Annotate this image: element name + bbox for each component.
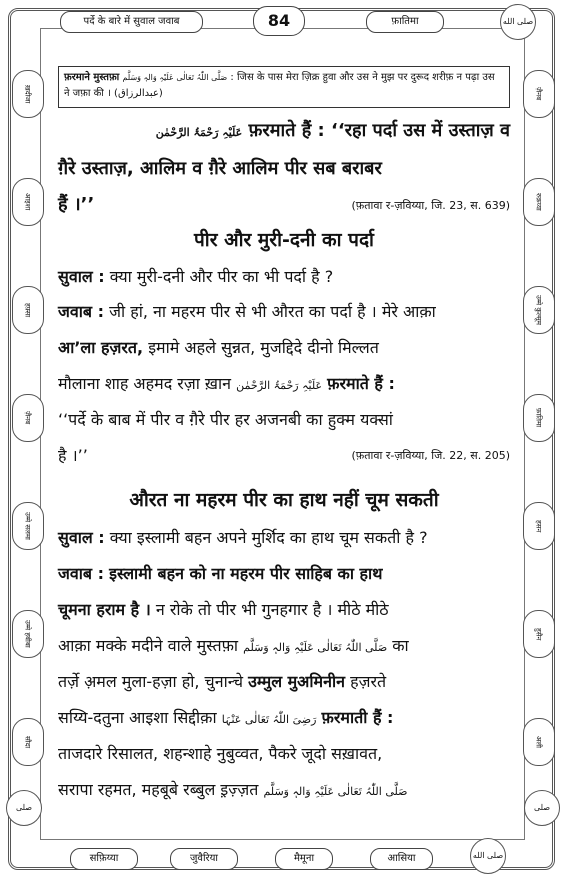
answer-text: है ।’’ <box>58 446 88 465</box>
body-line: ग़ैरे उस्ताज़, आलिम व ग़ैरे आलिम पीर सब बराबर <box>58 158 382 179</box>
answer-text: का <box>392 636 409 655</box>
answer-bold: इस्लामी बहन को ना महरम पीर साहिब का हाथ <box>109 564 383 583</box>
arabic-honorific: صَلَّى اللّٰہُ تَعَالٰی عَلَیْہِ وَالہٖ وَسَلَّم <box>263 785 408 798</box>
answer-text: तर्ज़े अ़मल मुला-हज़ा हो, चुनान्चे <box>58 672 243 691</box>
body-line: हैं ।’’ <box>58 194 95 215</box>
answer-text: मौलाना शाह अहमद रज़ा ख़ान <box>58 374 232 393</box>
hadith-arabic: صَلَّى اللّٰہُ تَعَالٰی عَلَیْہِ وَالہٖ وَسَلَّم <box>122 73 228 82</box>
side-medal: उम्मे हबीबा <box>12 610 44 658</box>
answer-bold: आ’ला हज़रत, <box>58 338 144 357</box>
hadith-label: फ़रमाने मुस्तफ़ा <box>64 72 120 83</box>
section-heading: पीर और मुरी-दनी का पर्दा <box>194 229 374 251</box>
side-medal: हसन <box>523 502 555 550</box>
arabic-honorific: صَلَّى اللّٰہُ تَعَالٰی عَلَیْہِ وَالہٖ وَسَلَّم <box>243 641 388 654</box>
side-medal: ज़ैनब <box>523 70 555 118</box>
answer-label: जवाब : <box>58 302 105 321</box>
corner-logo-left: صلى <box>6 790 42 826</box>
footer-tab: आसिया <box>370 848 433 870</box>
footer-tab: सफ़िय्या <box>70 848 138 870</box>
arabic-honorific: رَضِیَ اللّٰہُ تَعَالٰی عَنْہَا <box>221 713 317 726</box>
side-medal: उम्मे सलमा <box>12 502 44 550</box>
side-medal: हफ़्सा <box>12 286 44 334</box>
question-label: सुवाल : <box>58 528 105 547</box>
header-left-tab: पर्दे के बारे में सुवाल जवाब <box>60 11 203 33</box>
answer-text: आक़ा मक्के मदीने वाले मुस्तफ़ा <box>58 636 239 655</box>
side-medal: ख़दीजा <box>12 70 44 118</box>
answer-text: ‘‘पर्दे के बाब में पीर व ग़ैरे पीर हर अजनबी का हुक्म यक्सां <box>58 410 393 429</box>
reference: (फ़तावा र-ज़विय्या, जि. 22, स. 205) <box>351 449 510 462</box>
arabic-honorific: عَلَیْہِ رَحْمَۃُ الرَّحْمٰن <box>236 379 323 392</box>
header-right-tab: फ़ातिमा <box>366 11 444 33</box>
answer-label: जवाब : <box>58 564 105 583</box>
arabic-honorific: عَلَیْہِ رَحْمَۃُ الرَّحْمٰن <box>155 126 243 139</box>
body-line: फ़रमाते हैं : ‘‘रहा पर्दा उस में उस्ताज़ व <box>248 120 510 141</box>
answer-text: जी हां, ना महरम पीर से भी औरत का पर्दा है । मेरे आक़ा <box>109 302 436 321</box>
side-medal: ज़ैनब <box>12 394 44 442</box>
section-heading: औरत ना महरम पीर का हाथ नहीं चूम सकती <box>129 489 439 511</box>
answer-text: सय्यि-दतुना आइशा सिद्दीक़ा <box>58 708 217 727</box>
hadith-text-2: ने जफ़ा की । (عبدالرزاق) <box>64 88 163 99</box>
answer-bold: उम्मुल मुअमिनीन <box>248 672 346 691</box>
hadith-box <box>58 66 510 108</box>
answer-text: इमामे अहले सुन्नत, मुजद्दिदे दीनो मिल्लत <box>148 338 379 357</box>
side-medal: फ़ातिमा <box>523 394 555 442</box>
footer-tab: जुवैरिया <box>170 848 238 870</box>
answer-text: न रोके तो पीर भी गुनहगार है । मीठे मीठे <box>155 600 389 619</box>
answer-text: फ़रमाती हैं : <box>321 708 394 727</box>
question-text: क्या इस्लामी बहन अपने मुर्शिद का हाथ चूम सकती है ? <box>109 528 428 547</box>
answer-text: हज़रते <box>350 672 387 691</box>
answer-text: ताजदारे रिसालत, शहन्शाहे नुबुव्वत, पैकरे जूदो सख़ावत, <box>58 744 383 763</box>
header-logo: صلى الله <box>500 4 536 40</box>
question-text: क्या मुरी-दनी और पीर का भी पर्दा है ? <box>109 267 334 286</box>
answer-bold: चूमना हराम है । <box>58 600 151 619</box>
side-medal: उम्मे कुल्सूम <box>523 286 555 334</box>
footer-tab: मैमूना <box>275 848 333 870</box>
corner-logo-right: صلى <box>524 790 560 826</box>
question-label: सुवाल : <box>58 267 105 286</box>
side-medal: आइशा <box>12 178 44 226</box>
footer-logo: صلى الله <box>470 838 506 874</box>
page-number: 84 <box>253 6 305 36</box>
reference: (फ़तावा र-ज़विय्या, जि. 23, स. 639) <box>351 199 510 212</box>
answer-text: सरापा रहमत, महबूबे रब्बुल इ़ज़्ज़त <box>58 780 259 799</box>
answer-text: फ़रमाते हैं : <box>327 374 395 393</box>
hadith-text: : जिस के पास मेरा ज़िक्र हुवा और उस ने मुझ पर दुरूद शरीफ़ न पढ़ा उस <box>230 72 495 83</box>
side-medal: अली <box>523 718 555 766</box>
side-medal: सौदा <box>12 718 44 766</box>
side-medal: रुक़य्या <box>523 178 555 226</box>
side-medal: हुसैन <box>523 610 555 658</box>
